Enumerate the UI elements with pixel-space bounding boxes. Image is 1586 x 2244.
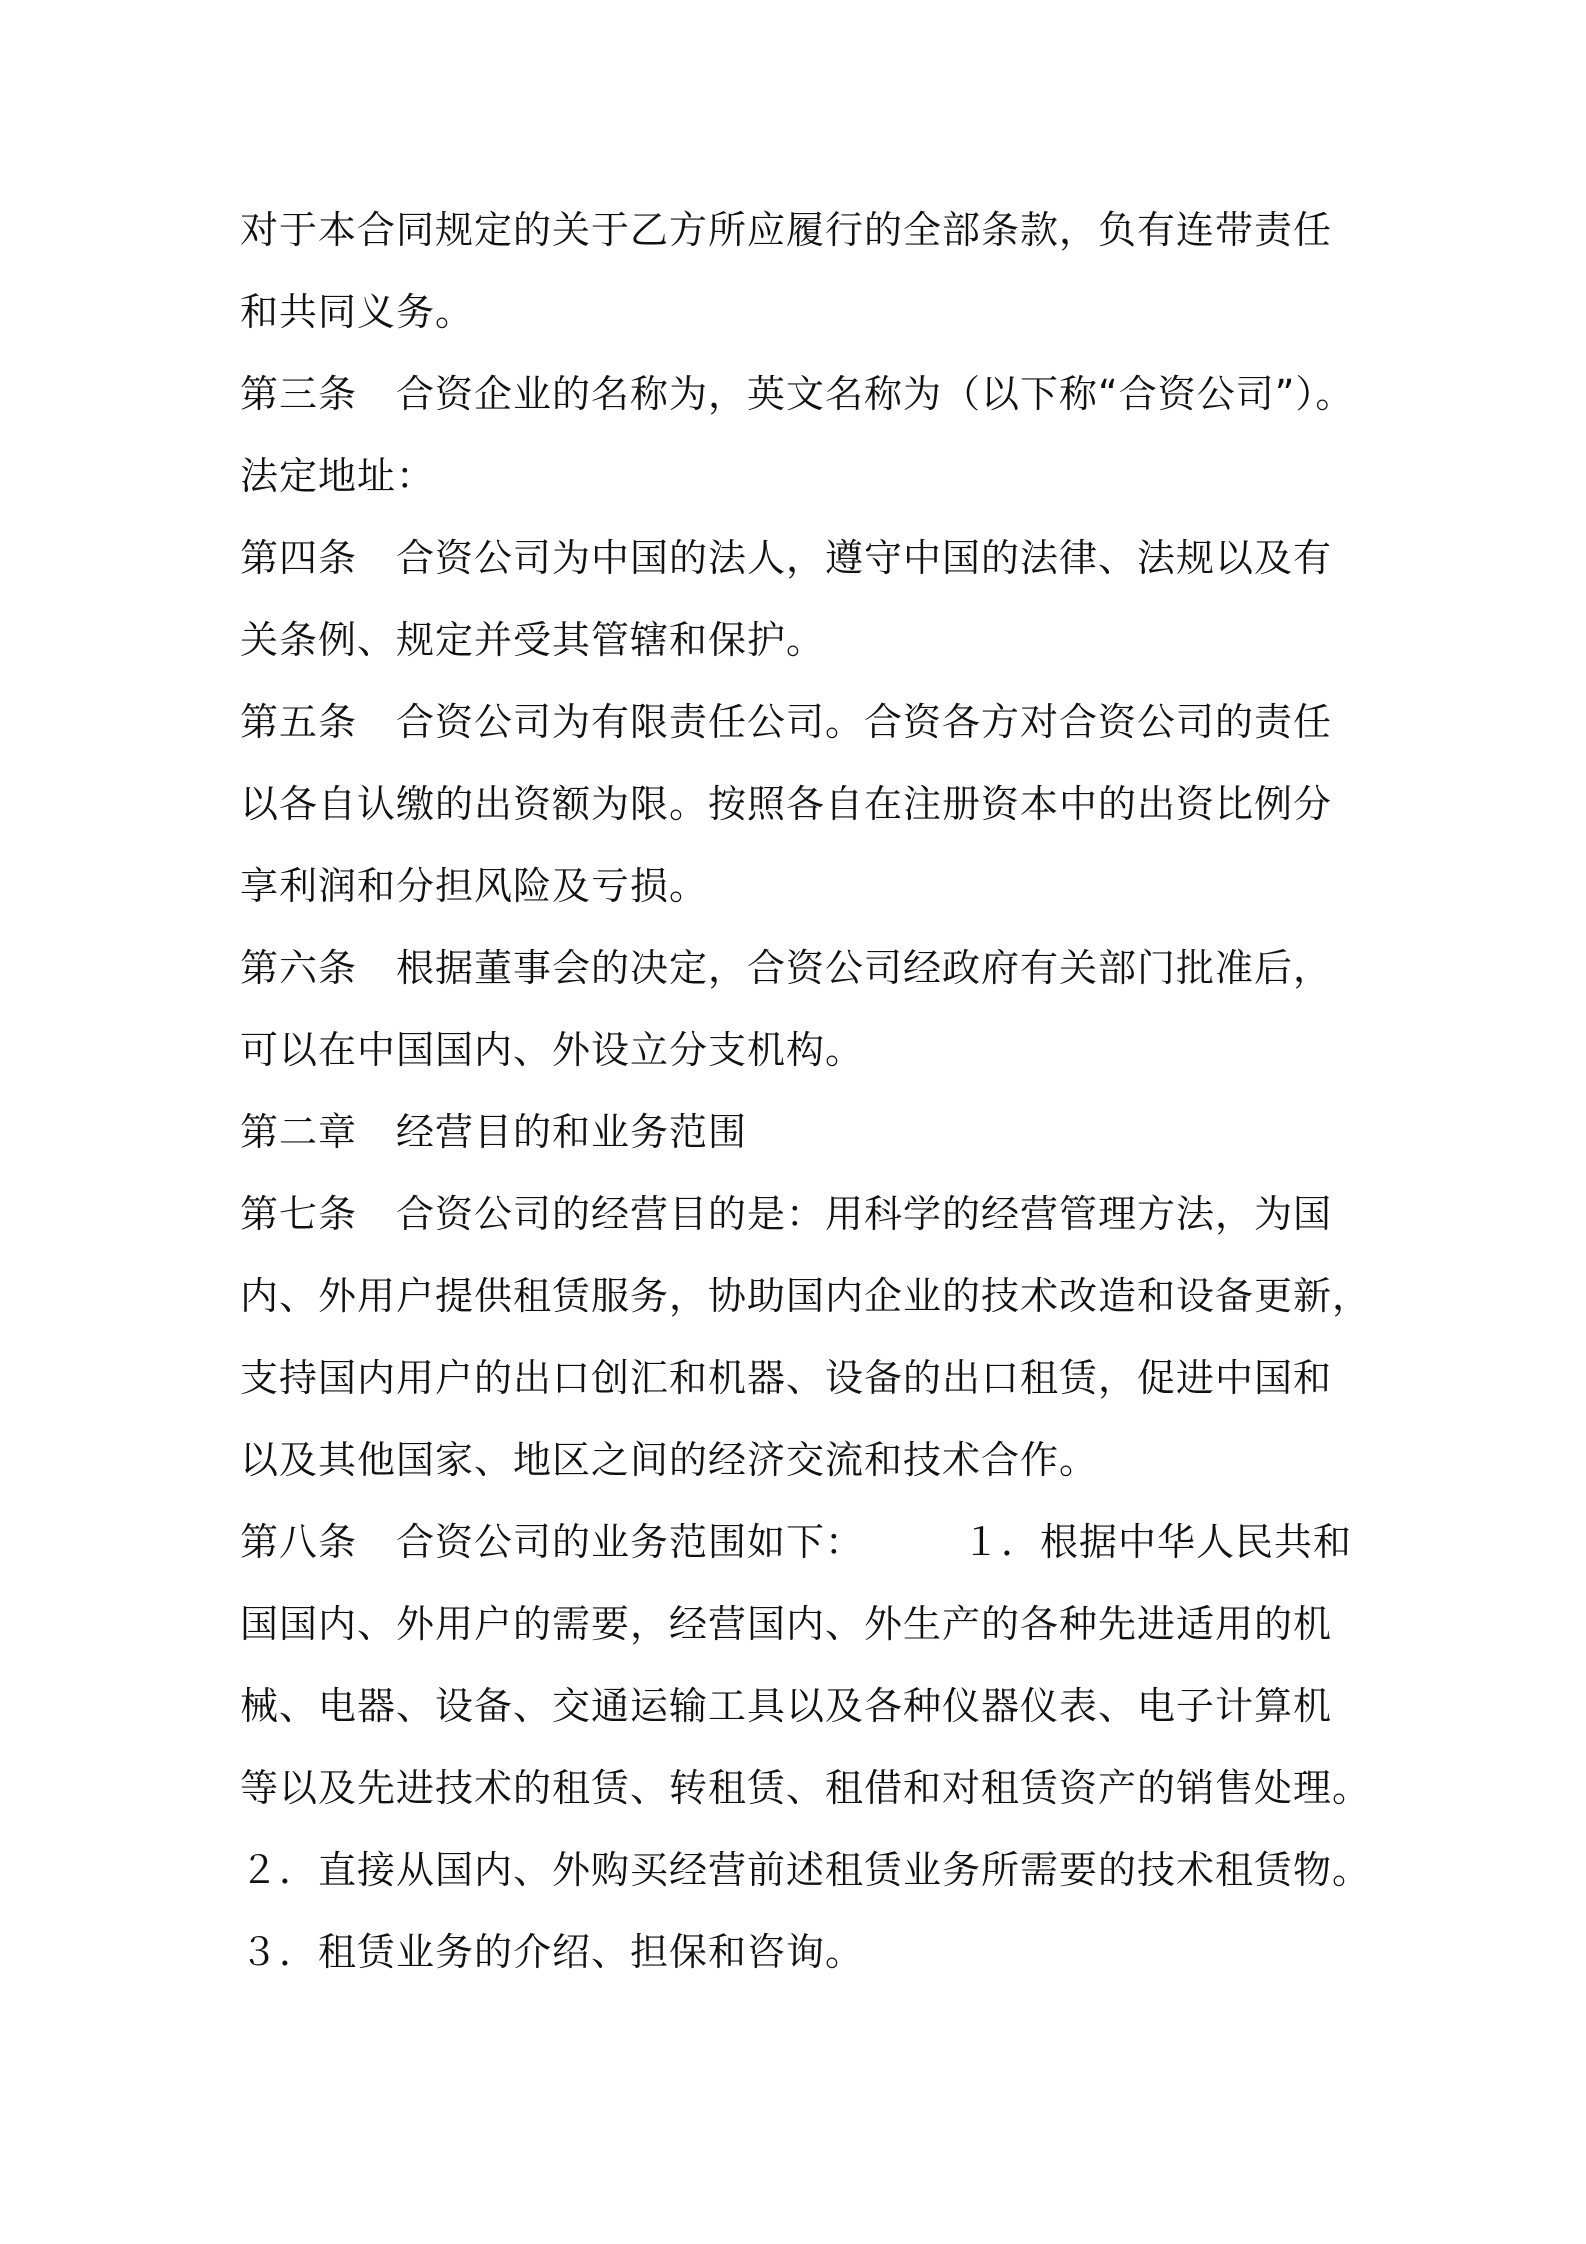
text-line: 第八条 合资公司的业务范围如下： １．根据中华人民共和 [240, 1520, 1353, 1564]
text-line: 可以在中国国内、外设立分支机构。 [240, 1028, 865, 1072]
text-line: 对于本合同规定的关于乙方所应履行的全部条款，负有连带责任 [240, 208, 1333, 252]
text-line: 内、外用户提供租赁服务，协助国内企业的技术改造和设备更新， [240, 1274, 1372, 1318]
text-line: 第六条 根据董事会的决定，合资公司经政府有关部门批准后， [240, 946, 1333, 990]
text-line: 支持国内用户的出口创汇和机器、设备的出口租赁，促进中国和 [240, 1356, 1333, 1400]
list-item: ２．直接从国内、外购买经营前述租赁业务所需要的技术租赁物。 [240, 1848, 1372, 1892]
text-line: 第七条 合资公司的经营目的是：用科学的经营管理方法，为国 [240, 1192, 1333, 1236]
text-line: 法定地址： [240, 454, 436, 498]
text-line: 和共同义务。 [240, 290, 475, 334]
text-line: 第三条 合资企业的名称为，英文名称为（以下称“合资公司”）。 [240, 372, 1355, 416]
text-line: 关条例、规定并受其管辖和保护。 [240, 618, 826, 662]
text-line: 等以及先进技术的租赁、转租赁、租借和对租赁资产的销售处理。 [240, 1766, 1372, 1810]
chapter-heading: 第二章 经营目的和业务范围 [240, 1110, 748, 1154]
text-line: 以及其他国家、地区之间的经济交流和技术合作。 [240, 1438, 1099, 1482]
text-line: 享利润和分担风险及亏损。 [240, 864, 709, 908]
text-line: 第五条 合资公司为有限责任公司。合资各方对合资公司的责任 [240, 700, 1333, 744]
text-line: 械、电器、设备、交通运输工具以及各种仪器仪表、电子计算机 [240, 1684, 1333, 1728]
text-line: 第四条 合资公司为中国的法人，遵守中国的法律、法规以及有 [240, 536, 1333, 580]
list-item: ３．租赁业务的介绍、担保和咨询。 [240, 1930, 865, 1974]
text-line: 国国内、外用户的需要，经营国内、外生产的各种先进适用的机 [240, 1602, 1333, 1646]
text-line: 以各自认缴的出资额为限。按照各自在注册资本中的出资比例分 [240, 782, 1333, 826]
